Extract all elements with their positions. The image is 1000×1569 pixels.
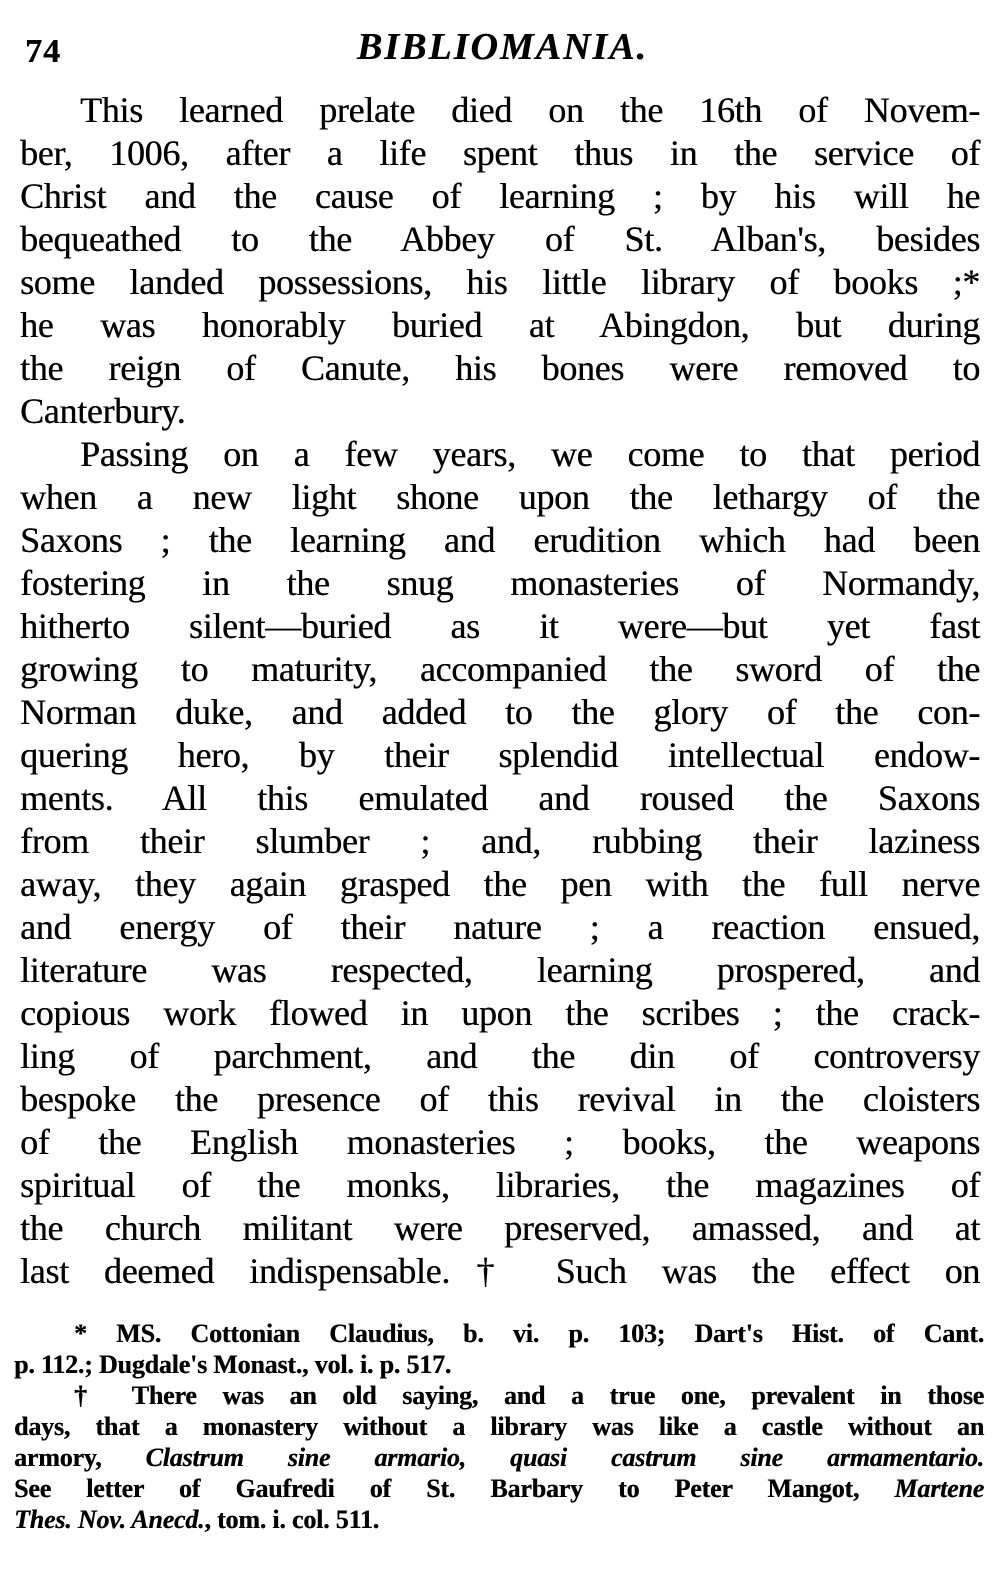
text-segment: away, they again grasped the pen with the full nerve [20, 864, 980, 904]
text-segment: , tom. i. col. 511. [204, 1505, 379, 1534]
text-segment: quering hero, by their splendid intellectual endow- [20, 735, 980, 775]
text-segment: last deemed indispensable.† Such was the effect on [20, 1251, 980, 1291]
paragraph [20, 433, 980, 1293]
body-line [20, 734, 980, 777]
text-segment: copious work flowed in upon the scribes ; the crack- [20, 993, 980, 1033]
body-line [20, 691, 980, 734]
body-line [20, 863, 980, 906]
footnote-line [14, 1473, 984, 1504]
page-header [25, 24, 980, 72]
body-line [20, 390, 980, 433]
italic-text-segment: Clastrum sine armario, quasi castrum sine armamentario. [145, 1443, 984, 1472]
text-segment: growing to maturity, accompanied the sword of the [20, 649, 980, 689]
body-line [20, 1035, 980, 1078]
italic-text-segment: Martene [894, 1474, 984, 1503]
paragraph [20, 89, 980, 433]
text-segment: p. 112.; Dugdale's Monast., vol. i. p. 517. [14, 1350, 452, 1379]
body-line [20, 820, 980, 863]
body-line [20, 562, 980, 605]
page-number: 74 [25, 33, 61, 70]
body-line [20, 992, 980, 1035]
body-line [20, 519, 980, 562]
footnote [14, 1380, 984, 1535]
body-line [20, 433, 980, 476]
body-line [20, 218, 980, 261]
text-segment: † There was an old saying, and a true one, prevalent in those [74, 1381, 984, 1410]
body-line [20, 777, 980, 820]
text-segment: Christ and the cause of learning ; by his will he [20, 176, 980, 216]
body-line [20, 605, 980, 648]
text-segment: he was honorably buried at Abingdon, but during [20, 305, 980, 345]
text-segment: See letter of Gaufredi of St. Barbary to Peter Mangot, [14, 1474, 895, 1503]
body-line [20, 906, 980, 949]
text-segment: some landed possessions, his little library of books ;* [20, 262, 980, 302]
body-line [20, 132, 980, 175]
text-segment: hitherto silent—buried as it were—but yet fast [20, 606, 980, 646]
footnote-line [14, 1318, 984, 1349]
text-segment: * MS. Cottonian Claudius, b. vi. p. 103; Dart's Hist. of Cant. [74, 1319, 984, 1348]
body-line [20, 304, 980, 347]
body-line [20, 1207, 980, 1250]
footnote-line [14, 1411, 984, 1442]
text-segment: This learned prelate died on the 16th of Novem- [80, 90, 980, 130]
body-line [20, 476, 980, 519]
body-line [20, 1078, 980, 1121]
text-segment: when a new light shone upon the lethargy of the [20, 477, 980, 517]
body-line [20, 1164, 980, 1207]
text-segment: the reign of Canute, his bones were removed to [20, 348, 980, 388]
body-line [20, 175, 980, 218]
text-segment: Saxons ; the learning and erudition which had been [20, 520, 980, 560]
text-segment: and energy of their nature ; a reaction ensued, [20, 907, 980, 947]
footnote-line [14, 1380, 984, 1411]
text-segment: fostering in the snug monasteries of Normandy, [20, 563, 980, 603]
text-segment: literature was respected, learning prospered, and [20, 950, 980, 990]
body-line [20, 1121, 980, 1164]
text-segment: of the English monasteries ; books, the weapons [20, 1122, 980, 1162]
page-body [20, 89, 980, 1293]
text-segment: Norman duke, and added to the glory of the con- [20, 692, 980, 732]
footnote-line [14, 1504, 984, 1535]
text-segment: ber, 1006, after a life spent thus in the service of [20, 133, 980, 173]
footnote [14, 1318, 984, 1380]
text-segment: Canterbury. [20, 391, 186, 431]
text-segment: bequeathed to the Abbey of St. Alban's, besides [20, 219, 980, 259]
text-segment: ments. All this emulated and roused the Saxons [20, 778, 980, 818]
text-segment: ling of parchment, and the din of controversy [20, 1036, 980, 1076]
text-segment: spiritual of the monks, libraries, the magazines of [20, 1165, 980, 1205]
body-line [20, 1250, 980, 1293]
body-line [20, 949, 980, 992]
footnote-line [14, 1349, 984, 1380]
text-segment: days, that a monastery without a library was like a castle without an [14, 1412, 984, 1441]
footnote-line [14, 1442, 984, 1473]
italic-text-segment: Thes. Nov. Anecd. [14, 1505, 205, 1534]
footnotes [14, 1318, 984, 1535]
text-segment: Passing on a few years, we come to that period [80, 434, 980, 474]
body-line [20, 648, 980, 691]
text-segment: bespoke the presence of this revival in the cloisters [20, 1079, 980, 1119]
text-segment: armory, [14, 1443, 146, 1472]
text-segment: the church militant were preserved, amassed, and at [20, 1208, 980, 1248]
body-line [20, 347, 980, 390]
running-title: BIBLIOMANIA. [356, 26, 649, 68]
text-segment: from their slumber ; and, rubbing their laziness [20, 821, 980, 861]
body-line [20, 89, 980, 132]
body-line [20, 261, 980, 304]
